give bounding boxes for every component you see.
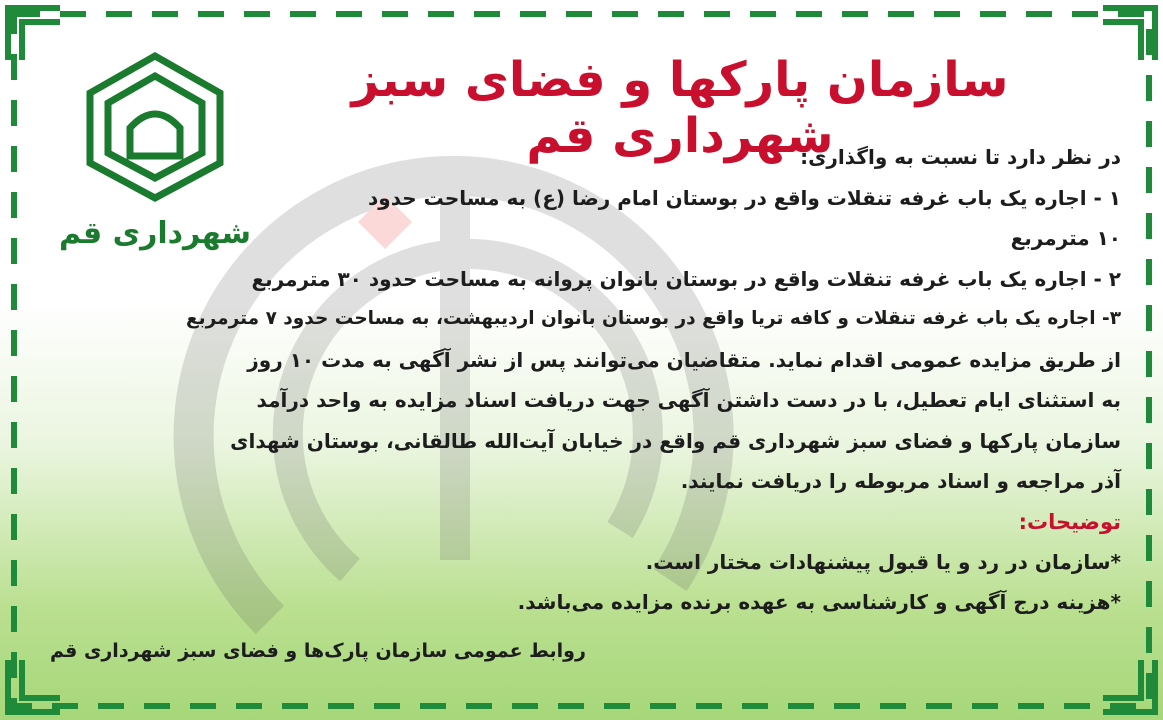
paragraph-line-2: به استثنای ایام تعطیل، با در دست داشتن آگهی جهت دریافت اسناد مزایده به واحد درآمد bbox=[256, 388, 1121, 412]
intro-text: در نظر دارد تا نسبت به واگذاری: bbox=[800, 145, 1121, 169]
item-3: ۳- اجاره یک باب غرفه تنقلات و کافه تریا واقع در بوستان بانوان اردیبهشت، به مساحت حدود ۷ مترمربع bbox=[186, 308, 1121, 329]
item-1-line-2: ۱۰ مترمربع bbox=[1010, 226, 1121, 250]
notes-title: توضیحات: bbox=[1018, 509, 1121, 534]
item-2: ۲ - اجاره یک باب غرفه تنقلات واقع در بوستان بانوان پروانه به مساحت حدود ۳۰ مترمربع bbox=[251, 266, 1121, 291]
announcement-body bbox=[41, 137, 1121, 623]
paragraph-line-3: سازمان پارکها و فضای سبز شهرداری قم واقع در خیابان آیت‌الله طالقانی، بوستان شهدای bbox=[230, 428, 1121, 453]
logo-text: شهرداری قم bbox=[58, 216, 252, 251]
note-2: *هزینه درج آگهی و کارشناسی به عهده برنده مزایده می‌باشد. bbox=[517, 590, 1121, 614]
footer-signature: روابط عمومی سازمان پارک‌ها و فضای سبز شهرداری قم bbox=[50, 640, 586, 662]
note-1: *سازمان در رد و یا قبول پیشنهادات مختار است. bbox=[645, 549, 1121, 574]
paragraph-line-1: از طریق مزایده عمومی اقدام نماید. متقاضیان می‌توانند پس از نشر آگهی به مدت ۱۰ روز bbox=[247, 347, 1121, 372]
page-title: سازمان پارکها و فضای سبز شهرداری قم bbox=[351, 52, 1009, 164]
paragraph-line-4: آذر مراجعه و اسناد مربوطه را دریافت نمایند. bbox=[680, 469, 1121, 493]
item-1-line-1: ۱ - اجاره یک باب غرفه تنقلات واقع در بوستان امام رضا (ع) به مساحت حدود bbox=[368, 185, 1121, 210]
